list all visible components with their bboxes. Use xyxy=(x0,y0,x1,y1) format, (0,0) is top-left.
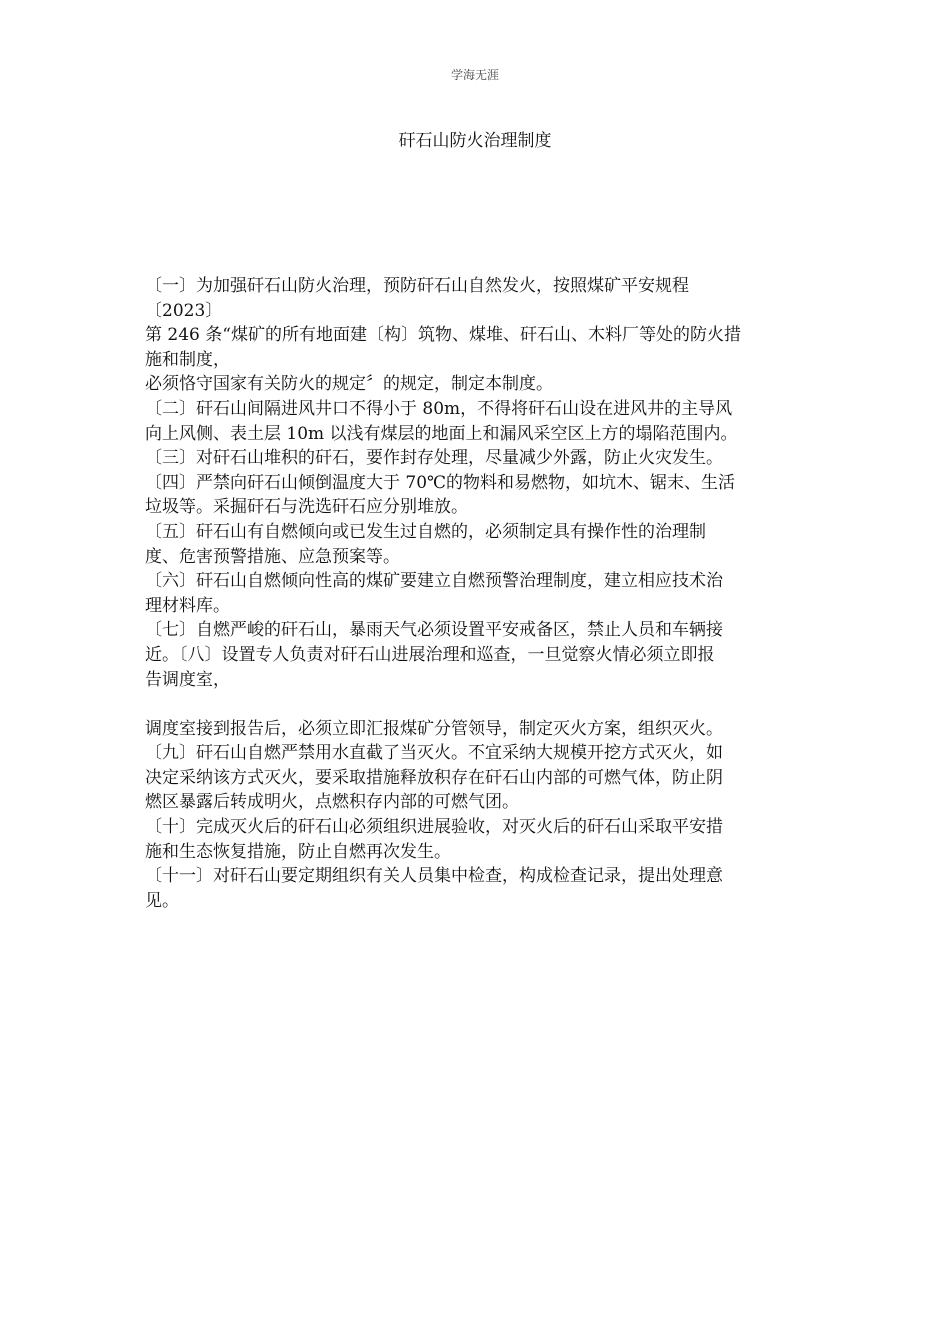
body-line-10: 垃圾等。采掘矸石与洗选矸石应分别堆放。 xyxy=(145,497,468,518)
body-line-25: 〔十一〕对矸石山要定期组织有关人员集中检查，构成检查记录，提出处理意 xyxy=(145,866,723,887)
body-line-6: 〔二〕矸石山间隔进风井口不得小于 80m，不得将矸石山设在进风井的主导风 xyxy=(145,398,733,419)
body-line-26: 见。 xyxy=(145,890,179,911)
body-line-7: 向上风侧、表土层 10m 以浅有煤层的地面上和漏风采空区上方的塌陷范围内。 xyxy=(145,423,738,444)
body-line-12: 度、危害预警措施、应急预案等。 xyxy=(145,546,400,567)
body-line-21: 决定采纳该方式灭火，要采取措施释放积存在矸石山内部的可燃气体，防止阴 xyxy=(145,767,723,788)
body-line-19: 调度室接到报告后，必须立即汇报煤矿分管领导，制定灭火方案，组织灭火。 xyxy=(145,718,723,739)
body-line-23: 〔十〕完成灭火后的矸石山必须组织进展验收，对灭火后的矸石山采取平安措 xyxy=(145,817,723,838)
body-line-17: 告调度室， xyxy=(145,669,230,690)
body-line-1: 〔一〕为加强矸石山防火治理，预防矸石山自然发火，按照煤矿平安规程 xyxy=(145,276,689,296)
document-title: 矸石山防火治理制度 xyxy=(398,131,552,151)
body-line-2: 〔2023〕 xyxy=(145,300,223,321)
blank-line xyxy=(145,692,813,717)
body-line-15: 〔七〕自燃严峻的矸石山，暴雨天气必须设置平安戒备区，禁止人员和车辆接 xyxy=(145,620,723,641)
body-line-3: 第 246 条“煤矿的所有地面建〔构〕筑物、煤堆、矸石山、木料厂等处的防火措 xyxy=(145,325,741,346)
body-line-8: 〔三〕对矸石山堆积的矸石，要作封存处理，尽量减少外露，防止火灾发生。 xyxy=(145,448,723,469)
body-line-22: 燃区暴露后转成明火，点燃积存内部的可燃气团。 xyxy=(145,792,519,813)
body-line-20: 〔九〕矸石山自燃严禁用水直截了当灭火。不宜采纳大规模开挖方式灭火，如 xyxy=(145,743,723,764)
document-body xyxy=(145,274,813,913)
body-line-4: 施和制度， xyxy=(145,349,230,370)
body-line-9: 〔四〕严禁向矸石山倾倒温度大于 70℃的物料和易燃物，如坑木、锯末、生活 xyxy=(145,472,736,493)
body-line-24: 施和生态恢复措施，防止自燃再次发生。 xyxy=(145,841,451,862)
body-line-13: 〔六〕矸石山自燃倾向性高的煤矿要建立自燃预警治理制度，建立相应技术治 xyxy=(145,571,723,592)
body-line-14: 理材料库。 xyxy=(145,595,230,616)
body-line-11: 〔五〕矸石山有自燃倾向或已发生过自燃的，必须制定具有操作性的治理制 xyxy=(145,521,706,542)
body-line-5: 必须恪守国家有关防火的规定〞的规定，制定本制度。 xyxy=(145,374,553,395)
page-header: 学海无涯 xyxy=(450,68,499,82)
body-line-16: 近。〔八〕设置专人负责对矸石山进展治理和巡查，一旦觉察火情必须立即报 xyxy=(145,644,715,665)
